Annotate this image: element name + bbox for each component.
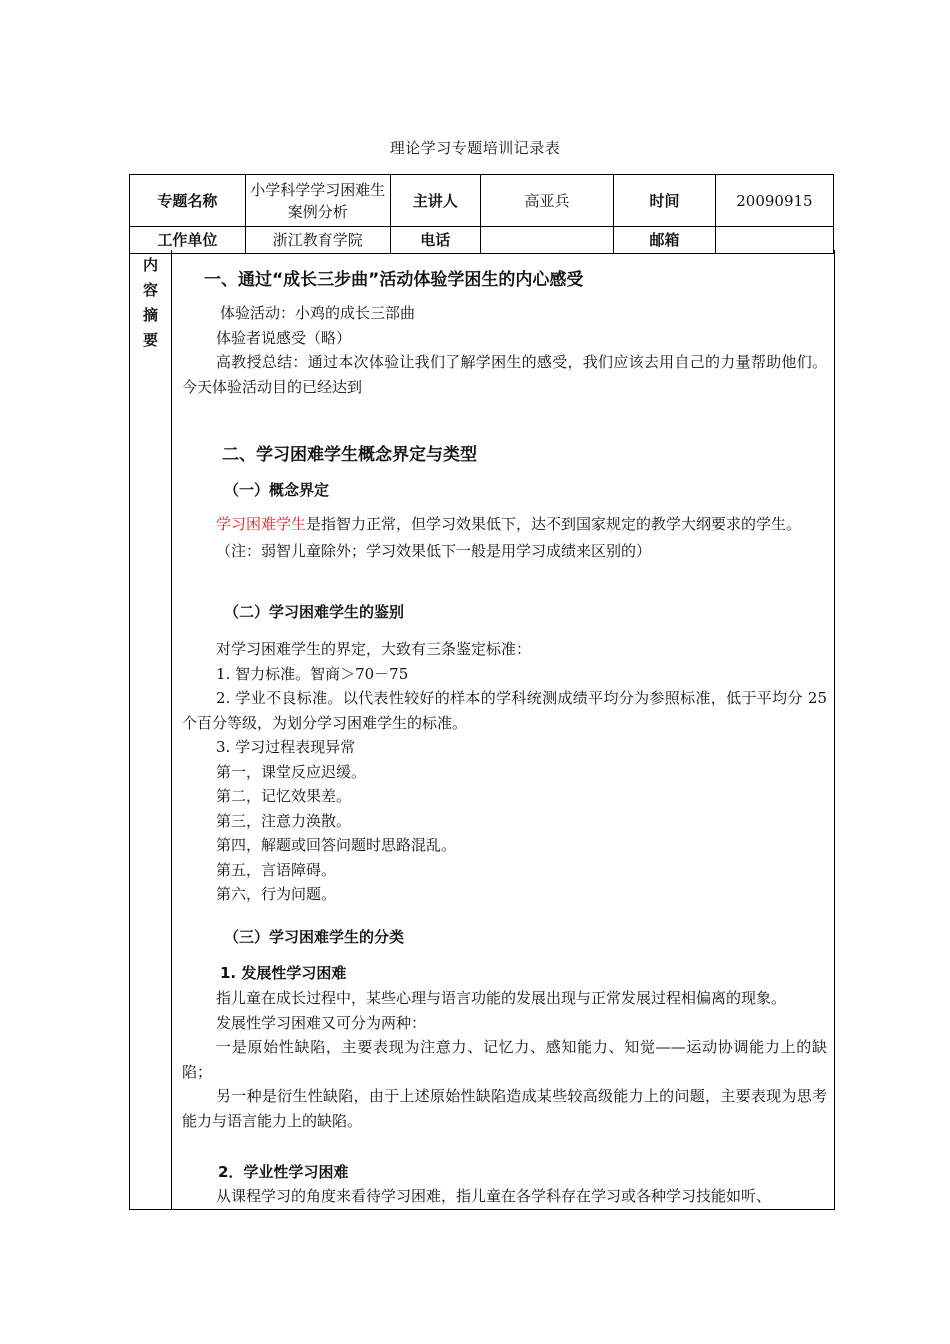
list-item: 第四，解题或回答问题时思路混乱。 xyxy=(216,836,457,854)
content-summary-cell xyxy=(129,250,835,1210)
paragraph: 1. 智力标准。智商＞70－75 xyxy=(216,664,409,683)
paragraph: （注：弱智儿童除外；学习效果低下一般是用学习成绩来区别的） xyxy=(216,541,652,560)
subsection-3-text xyxy=(182,986,827,1133)
highlighted-term: 学习困难学生 xyxy=(216,515,307,533)
content-summary-label xyxy=(130,250,172,1209)
meta-table xyxy=(129,174,834,254)
speaker-value: 高亚兵 xyxy=(480,175,613,227)
paragraph: 对学习困难学生的界定，大致有三条鉴定标准： xyxy=(216,640,532,658)
paragraph: 发展性学习困难又可分为两种： xyxy=(216,1013,427,1032)
section-1-text xyxy=(182,301,827,399)
paragraph: 另一种是衍生性缺陷，由于上述原始性缺陷造成某些较高级能力上的问题，主要表现为思考能力与语言能力上的缺陷。 xyxy=(182,1087,827,1130)
paragraph: 一是原始性缺陷，主要表现为注意力、记忆力、感知能力、知觉——运动协调能力上的缺陷； xyxy=(182,1038,827,1081)
time-value: 20090915 xyxy=(715,175,833,227)
side-label-char: 内 xyxy=(142,256,158,274)
list-item: 第三，注意力涣散。 xyxy=(216,811,352,830)
email-label: 邮箱 xyxy=(614,227,716,254)
document-title: 理论学习专题培训记录表 xyxy=(389,139,561,157)
subsection-3-title-1: 1. 发展性学习困难 xyxy=(220,964,347,982)
section-1-heading: 一、通过“成长三步曲”活动体验学困生的内心感受 xyxy=(204,270,584,290)
paragraph xyxy=(182,512,827,537)
phone-label: 电话 xyxy=(390,227,480,254)
definition-text: 是指智力正常，但学习效果低下，达不到国家规定的教学大纲要求的学生。 xyxy=(306,515,802,533)
paragraph: 指儿童在成长过程中，某些心理与语言功能的发展出现与正常发展过程相偏离的现象。 xyxy=(216,989,787,1007)
side-label-char: 容 xyxy=(142,281,158,299)
subsection-3-title-2: 2．学业性学习困难 xyxy=(218,1163,349,1181)
subsection-2-text xyxy=(182,637,827,907)
list-item: 第五，言语障碍。 xyxy=(216,860,337,879)
paragraph: 从课程学习的角度来看待学习困难，指儿童在各学科存在学习或各种学习技能如听、 xyxy=(216,1187,772,1205)
subsection-2-heading: （二）学习困难学生的鉴别 xyxy=(224,603,405,621)
subsection-1-heading: （一）概念界定 xyxy=(224,481,330,499)
side-label-char: 摘 xyxy=(142,306,158,324)
subsection-3-heading: （三）学习困难学生的分类 xyxy=(224,928,405,946)
list-item: 第一，课堂反应迟缓。 xyxy=(216,762,367,781)
list-item: 第二，记忆效果差。 xyxy=(216,787,352,805)
paragraph: 体验活动：小鸡的成长三部曲 xyxy=(220,304,416,322)
speaker-label: 主讲人 xyxy=(390,175,480,227)
list-item: 第六，行为问题。 xyxy=(216,885,337,903)
paragraph: 高教授总结：通过本次体验让我们了解学困生的感受，我们应该去用自己的力量帮助他们。今天体验活动目的已经达到 xyxy=(182,353,827,396)
section-2-heading: 二、学习困难学生概念界定与类型 xyxy=(222,445,477,465)
unit-value: 浙江教育学院 xyxy=(245,227,390,254)
topic-label: 专题名称 xyxy=(130,175,246,227)
topic-value: 小学科学学习困难生案例分析 xyxy=(245,175,390,227)
unit-label: 工作单位 xyxy=(130,227,246,254)
side-label-char: 要 xyxy=(142,331,158,349)
subsection-3-text-2 xyxy=(182,1184,827,1209)
paragraph: 2. 学业不良标准。以代表性较好的样本的学科统测成绩平均分为参照标准，低于平均分 25 个百分等级，为划分学习困难学生的标准。 xyxy=(182,689,827,732)
meta-row-1 xyxy=(130,175,834,227)
time-label: 时间 xyxy=(614,175,716,227)
paragraph: 体验者说感受（略） xyxy=(216,328,352,347)
subsection-1-text xyxy=(182,512,827,563)
paragraph: 3. 学习过程表现异常 xyxy=(216,738,356,756)
